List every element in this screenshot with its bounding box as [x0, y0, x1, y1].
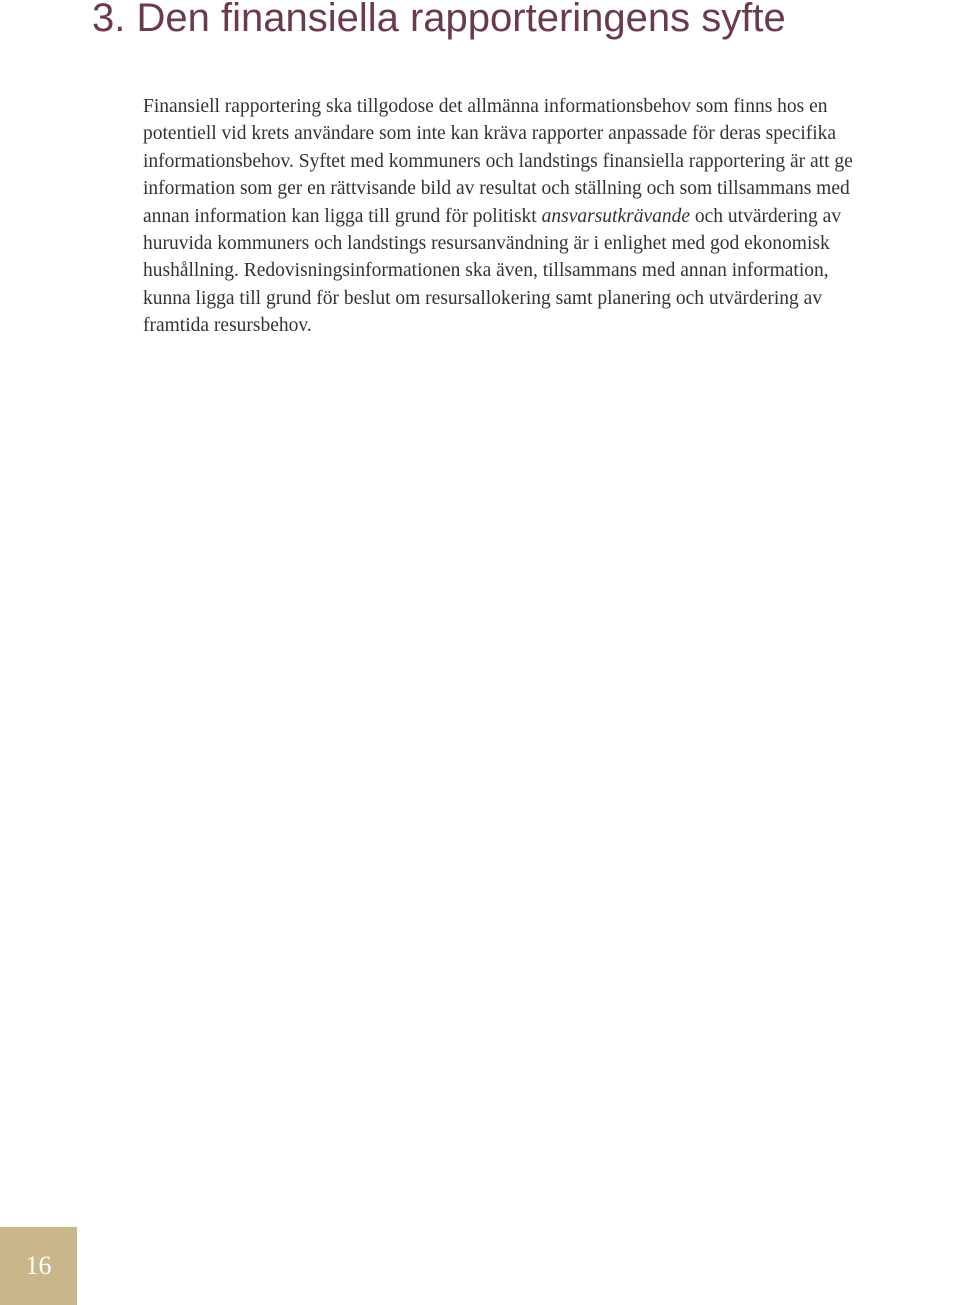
page-heading: 3. Den finansiella rapporteringens syfte [92, 0, 786, 40]
paragraph-line: kunna ligga till grund för beslut om resursallokering samt planering och utvärdering av [143, 287, 823, 309]
paragraph-line: informationsbehov. Syftet med kommuners och landstings finansiella rapportering är att ge [143, 150, 853, 172]
paragraph-line: Finansiell rapportering ska tillgodose det allmänna informationsbehov som finns hos en [143, 96, 828, 117]
paragraph-line: potentiell vid krets användare som inte kan kräva rapporter anpassade för deras specifika [143, 123, 837, 145]
body-paragraph [143, 93, 958, 340]
emphasized-term: ansvarsutkrävande [541, 205, 691, 227]
paragraph-text: annan information kan ligga till grund för politiskt [143, 205, 542, 227]
paragraph-line [143, 203, 958, 230]
paragraph-line: hushållning. Redovisningsinformationen ska även, tillsammans med annan information, [143, 260, 829, 282]
paragraph-line: framtida resursbehov. [143, 315, 312, 337]
page-number-box [0, 1227, 77, 1305]
page-number: 16 [25, 1251, 52, 1280]
paragraph-line: information som ger en rättvisande bild av resultat och ställning och som tillsammans med [143, 178, 850, 200]
paragraph-line: huruvida kommuners och landstings resursanvändning är i enlighet med god ekonomisk [143, 233, 830, 255]
paragraph-text: och utvärdering av [690, 205, 842, 227]
